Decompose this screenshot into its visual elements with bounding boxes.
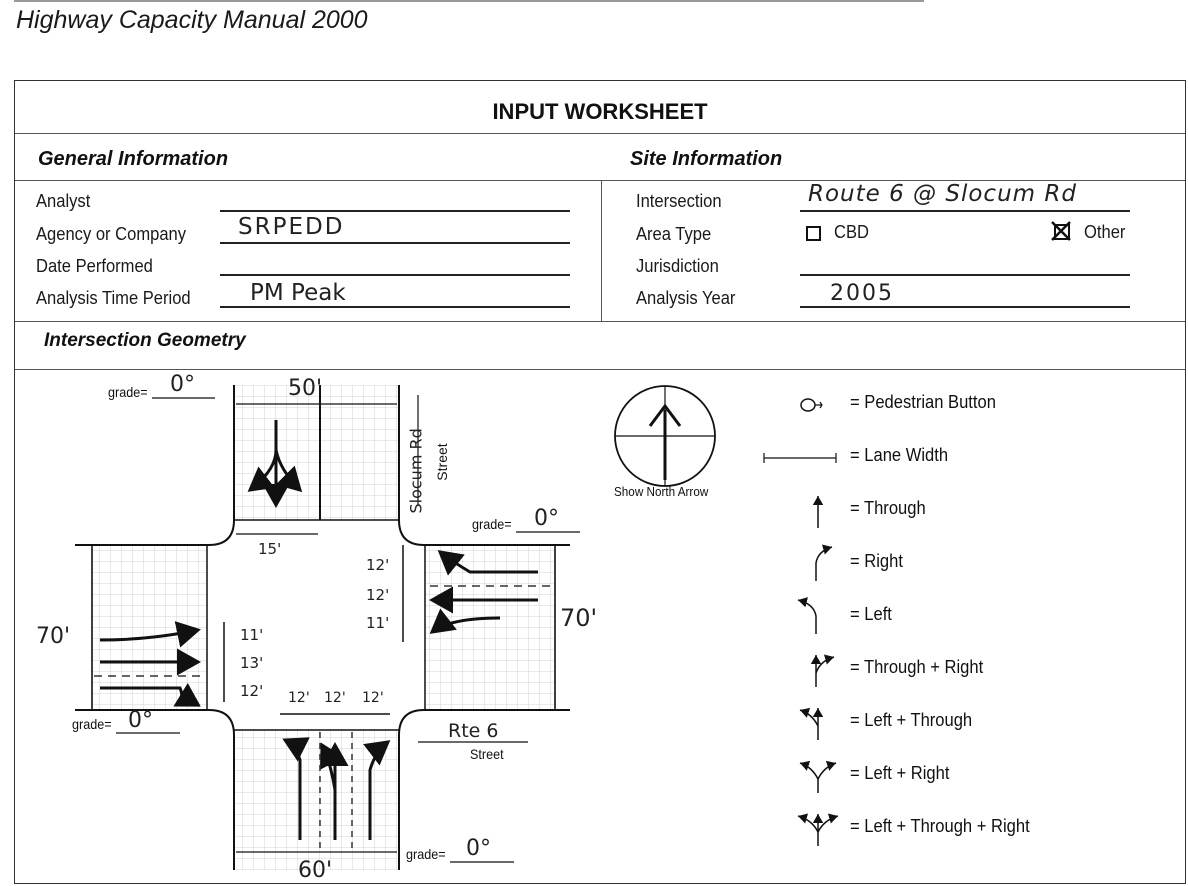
legend-left-through (750, 702, 1170, 742)
through-right-arrow-icon (750, 649, 840, 689)
north-approach (234, 385, 399, 520)
right-arrow-icon (750, 543, 840, 583)
legend-through (750, 490, 1170, 530)
left-arrow-icon (750, 596, 840, 636)
south-street-name: Rte 6 (448, 720, 499, 742)
analyst-label: Analyst (36, 191, 91, 211)
worksheet-title: INPUT WORKSHEET (492, 99, 708, 124)
legend-pedestrian (750, 384, 1170, 424)
cbd-label: CBD (834, 222, 869, 242)
legend-left-through-right-text: = Left + Through + Right (850, 816, 1030, 836)
east-lane-1: 12' (366, 556, 390, 574)
grade-ne-value: 0° (534, 506, 559, 531)
west-width-value: 70' (36, 624, 71, 649)
north-arrow-label: Show North Arrow (614, 484, 709, 499)
west-lane-3: 12' (240, 682, 264, 700)
legend-left-text: = Left (850, 604, 892, 624)
east-width-value: 70' (560, 604, 598, 632)
north-street-name: Slocum Rd (406, 428, 426, 514)
legend-lane-width-text: = Lane Width (850, 445, 949, 465)
period-label: Analysis Time Period (36, 288, 191, 308)
legend-pedestrian-text: = Pedestrian Button (850, 392, 996, 412)
north-width-value: 50' (288, 376, 323, 401)
period-value: PM Peak (250, 280, 346, 306)
south-width-value: 60' (298, 858, 333, 883)
east-lane-3: 11' (366, 614, 390, 632)
area-type-label: Area Type (636, 224, 712, 244)
legend-right-text: = Right (850, 551, 903, 571)
legend-right (750, 543, 1170, 583)
left-right-arrow-icon (750, 755, 840, 795)
legend-through-text: = Through (850, 498, 926, 518)
south-lane-2: 12' (324, 690, 346, 706)
pedestrian-button-icon (750, 384, 840, 424)
legend-left (750, 596, 1170, 636)
south-lane-1: 12' (288, 690, 310, 706)
grade-se-value: 0° (466, 836, 491, 861)
west-lane-2: 13' (240, 654, 264, 672)
curb-sw (75, 710, 234, 870)
intersection-label: Intersection (636, 191, 722, 211)
grade-sw-label: grade= (72, 716, 112, 732)
grade-nw-value: 0° (170, 372, 195, 397)
grade-ne-label: grade= (472, 516, 512, 532)
legend-lane-width (750, 437, 1170, 477)
through-arrow-icon (750, 490, 840, 530)
north-street-label: Street (434, 443, 450, 481)
east-lane-2: 12' (366, 586, 390, 604)
legend-left-right-text: = Left + Right (850, 763, 950, 783)
grade-se-label: grade= (406, 846, 446, 862)
curb-nw (75, 385, 234, 545)
jurisdiction-label: Jurisdiction (636, 256, 719, 276)
agency-label: Agency or Company (36, 224, 187, 244)
south-approach (234, 730, 399, 870)
date-label: Date Performed (36, 256, 153, 276)
general-info-heading: General Information (38, 148, 229, 170)
north-arrow-compass (615, 386, 715, 486)
legend-left-right (750, 755, 1170, 795)
year-label: Analysis Year (636, 288, 736, 308)
legend-through-right-text: = Through + Right (850, 657, 984, 677)
manual-title: Highway Capacity Manual 2000 (16, 6, 368, 34)
left-through-right-arrow-icon (750, 808, 840, 848)
geometry-heading: Intersection Geometry (44, 330, 246, 351)
intersection-value: Route 6 @ Slocum Rd (808, 181, 1077, 207)
south-lane-3: 12' (362, 690, 384, 706)
legend-left-through-right (750, 808, 1170, 848)
east-approach (425, 545, 555, 710)
north-lane-value: 15' (258, 540, 282, 558)
lane-width-icon (750, 437, 840, 477)
south-street-label: Street (470, 746, 504, 762)
agency-value: SRPEDD (238, 214, 345, 240)
legend-left-through-text: = Left + Through (850, 710, 973, 730)
west-approach (92, 545, 207, 710)
legend-through-right (750, 649, 1170, 689)
other-label: Other (1084, 222, 1126, 242)
site-info-heading: Site Information (630, 148, 783, 170)
year-value: 2005 (830, 281, 894, 306)
left-through-arrow-icon (750, 702, 840, 742)
west-lane-1: 11' (240, 626, 264, 644)
grade-nw-label: grade= (108, 384, 148, 400)
grade-sw-value: 0° (128, 708, 153, 733)
